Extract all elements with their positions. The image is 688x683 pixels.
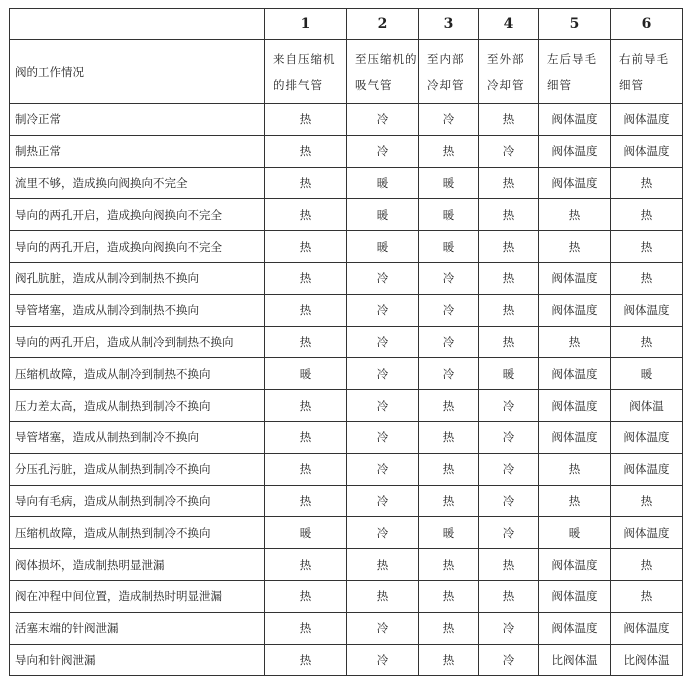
table-cell: 热 [265,390,347,422]
table-cell: 热 [611,580,683,612]
table-cell: 热 [479,549,539,581]
table-cell: 冷 [347,104,419,136]
table-cell: 阀体温度 [539,135,611,167]
column-header-line: 冷却管 [487,77,525,92]
table-cell: 阀体温度 [539,549,611,581]
table-row [10,644,683,676]
table-cell: 热 [539,231,611,263]
table-row [10,390,683,422]
row-label: 导向和针阀泄漏 [10,644,265,676]
column-number: 1 [265,9,347,40]
table-cell: 热 [611,326,683,358]
table-cell: 热 [539,199,611,231]
table-cell: 热 [265,262,347,294]
column-header-line: 的排气管 [273,77,323,92]
row-label: 流里不够，造成换向阀换向不完全 [10,167,265,199]
table-cell: 冷 [347,294,419,326]
table-cell: 比阀体温 [611,644,683,676]
table-row [10,453,683,485]
table-row [10,231,683,263]
table-cell: 暖 [419,167,479,199]
table-cell: 暖 [265,358,347,390]
table-cell: 热 [419,580,479,612]
table-cell: 冷 [347,390,419,422]
table-row [10,612,683,644]
table-cell: 暖 [539,517,611,549]
table-cell: 暖 [347,199,419,231]
table-cell: 暖 [479,358,539,390]
number-header-row [10,9,683,40]
table-cell: 冷 [347,358,419,390]
column-header-line: 吸气管 [355,77,393,92]
table-cell: 冷 [347,612,419,644]
table-cell: 暖 [419,231,479,263]
table-cell: 热 [539,485,611,517]
table-cell: 阀体温度 [539,421,611,453]
table-cell: 冷 [479,421,539,453]
table-cell: 热 [265,453,347,485]
table-cell: 阀体温度 [539,358,611,390]
table-row [10,294,683,326]
row-label: 活塞末端的针阀泄漏 [10,612,265,644]
table-cell: 阀体温度 [539,390,611,422]
column-header-line: 细管 [619,77,644,92]
table-cell: 暖 [611,358,683,390]
row-label: 导向的两孔开启，造成换向阀换向不完全 [10,231,265,263]
row-label: 阀体损坏，造成制热明显泄漏 [10,549,265,581]
table-cell: 热 [611,231,683,263]
column-header [611,40,683,104]
table-cell: 热 [611,262,683,294]
table-cell: 暖 [347,231,419,263]
table-cell: 热 [539,453,611,485]
table-cell: 阀体温度 [611,517,683,549]
table-cell: 阀体温度 [611,104,683,136]
table-cell: 热 [265,580,347,612]
column-header [539,40,611,104]
table-cell: 比阀体温 [539,644,611,676]
table-cell: 热 [539,326,611,358]
row-label: 制热正常 [10,135,265,167]
table-cell: 热 [419,612,479,644]
table-cell: 冷 [347,485,419,517]
table-cell: 冷 [347,421,419,453]
column-header [265,40,347,104]
row-label: 导管堵塞，造成从制热到制冷不换向 [10,421,265,453]
column-header-line: 左后导毛 [547,51,597,66]
table-cell: 热 [479,231,539,263]
table-cell: 阀体温度 [539,167,611,199]
row-label: 导向有毛病，造成从制热到制冷不换向 [10,485,265,517]
table-cell: 热 [265,612,347,644]
table-row [10,199,683,231]
table-cell: 热 [265,167,347,199]
table-cell: 冷 [419,262,479,294]
row-label: 压力差太高，造成从制热到制冷不换向 [10,390,265,422]
table-cell: 暖 [419,517,479,549]
table-row [10,421,683,453]
table-cell: 热 [265,644,347,676]
table-cell: 冷 [419,104,479,136]
table-row [10,262,683,294]
table-cell: 热 [265,231,347,263]
table-cell: 冷 [479,612,539,644]
column-header-line: 右前导毛 [619,51,669,66]
table-cell: 冷 [347,453,419,485]
row-label: 压缩机故障，造成从制热到制冷不换向 [10,517,265,549]
table-cell: 阀体温度 [539,580,611,612]
table-cell: 热 [479,262,539,294]
column-number: 2 [347,9,419,40]
column-number: 5 [539,9,611,40]
table-cell: 热 [479,104,539,136]
column-header [479,40,539,104]
table-cell: 冷 [347,517,419,549]
column-header-line: 至内部 [427,51,465,66]
table-cell: 冷 [479,390,539,422]
row-label: 阀在冲程中间位置，造成制热时明显泄漏 [10,580,265,612]
table-cell: 暖 [419,199,479,231]
table-cell: 热 [265,485,347,517]
table-cell: 阀体温度 [539,104,611,136]
table-cell: 冷 [347,644,419,676]
table-cell: 热 [347,580,419,612]
column-header-line: 冷却管 [427,77,465,92]
table-cell: 热 [611,167,683,199]
row-label: 导向的两孔开启，造成换向阀换向不完全 [10,199,265,231]
table-cell: 冷 [347,262,419,294]
table-cell: 阀体温度 [611,135,683,167]
table-cell: 阀体温度 [611,612,683,644]
table-row [10,135,683,167]
table-cell: 阀体温度 [539,612,611,644]
table-cell: 阀体温度 [539,262,611,294]
column-number: 4 [479,9,539,40]
table-cell: 热 [265,104,347,136]
table-row [10,167,683,199]
table-cell: 热 [611,485,683,517]
table-cell: 冷 [479,485,539,517]
table-cell: 热 [265,549,347,581]
table-cell: 热 [479,199,539,231]
table-cell: 热 [419,549,479,581]
table-body [10,104,683,676]
valve-fault-table [9,8,683,676]
table-cell: 热 [419,390,479,422]
table-cell: 阀体温度 [611,294,683,326]
row-label: 阀孔肮脏，造成从制冷到制热不换向 [10,262,265,294]
column-header-line: 细管 [547,77,572,92]
column-number: 6 [611,9,683,40]
table-cell: 热 [265,326,347,358]
table-cell: 热 [479,294,539,326]
table-cell: 冷 [479,644,539,676]
table-cell: 热 [611,199,683,231]
table-cell: 热 [419,135,479,167]
table-cell: 冷 [479,453,539,485]
table-row [10,358,683,390]
table-cell: 冷 [479,135,539,167]
table-cell: 热 [419,485,479,517]
table-cell: 热 [347,549,419,581]
column-header-line: 来自压缩机 [273,51,336,66]
table-cell: 热 [265,199,347,231]
table-cell: 冷 [419,326,479,358]
table-row [10,326,683,358]
column-header [419,40,479,104]
table-row [10,485,683,517]
table-cell: 热 [265,294,347,326]
table-cell: 冷 [347,326,419,358]
row-label: 压缩机故障，造成从制冷到制热不换向 [10,358,265,390]
table-cell: 热 [419,421,479,453]
table-cell: 冷 [419,294,479,326]
column-header-line: 至外部 [487,51,525,66]
row-label: 分压孔污脏，造成从制热到制冷不换向 [10,453,265,485]
table-cell: 阀体温 [611,390,683,422]
table-cell: 热 [611,549,683,581]
table-cell: 暖 [265,517,347,549]
table-row [10,580,683,612]
row-header-label: 阀的工作情况 [10,40,265,104]
table-cell: 热 [265,135,347,167]
row-label: 制冷正常 [10,104,265,136]
table-cell: 阀体温度 [611,453,683,485]
column-header [347,40,419,104]
table-cell: 暖 [347,167,419,199]
row-label: 导向的两孔开启，造成从制冷到制热不换向 [10,326,265,358]
column-header-row [10,40,683,104]
table-cell: 热 [479,326,539,358]
table-cell: 热 [419,453,479,485]
corner-cell [10,9,265,40]
table-cell: 阀体温度 [539,294,611,326]
table-cell: 热 [419,644,479,676]
table-cell: 热 [479,580,539,612]
table-cell: 阀体温度 [611,421,683,453]
column-header-line: 至压缩机的 [355,51,418,66]
table-row [10,517,683,549]
table-row [10,104,683,136]
table-cell: 冷 [479,517,539,549]
table-cell: 冷 [419,358,479,390]
table-cell: 冷 [347,135,419,167]
row-label: 导管堵塞，造成从制冷到制热不换向 [10,294,265,326]
table-cell: 热 [265,421,347,453]
table-row [10,549,683,581]
column-number: 3 [419,9,479,40]
table-cell: 热 [479,167,539,199]
